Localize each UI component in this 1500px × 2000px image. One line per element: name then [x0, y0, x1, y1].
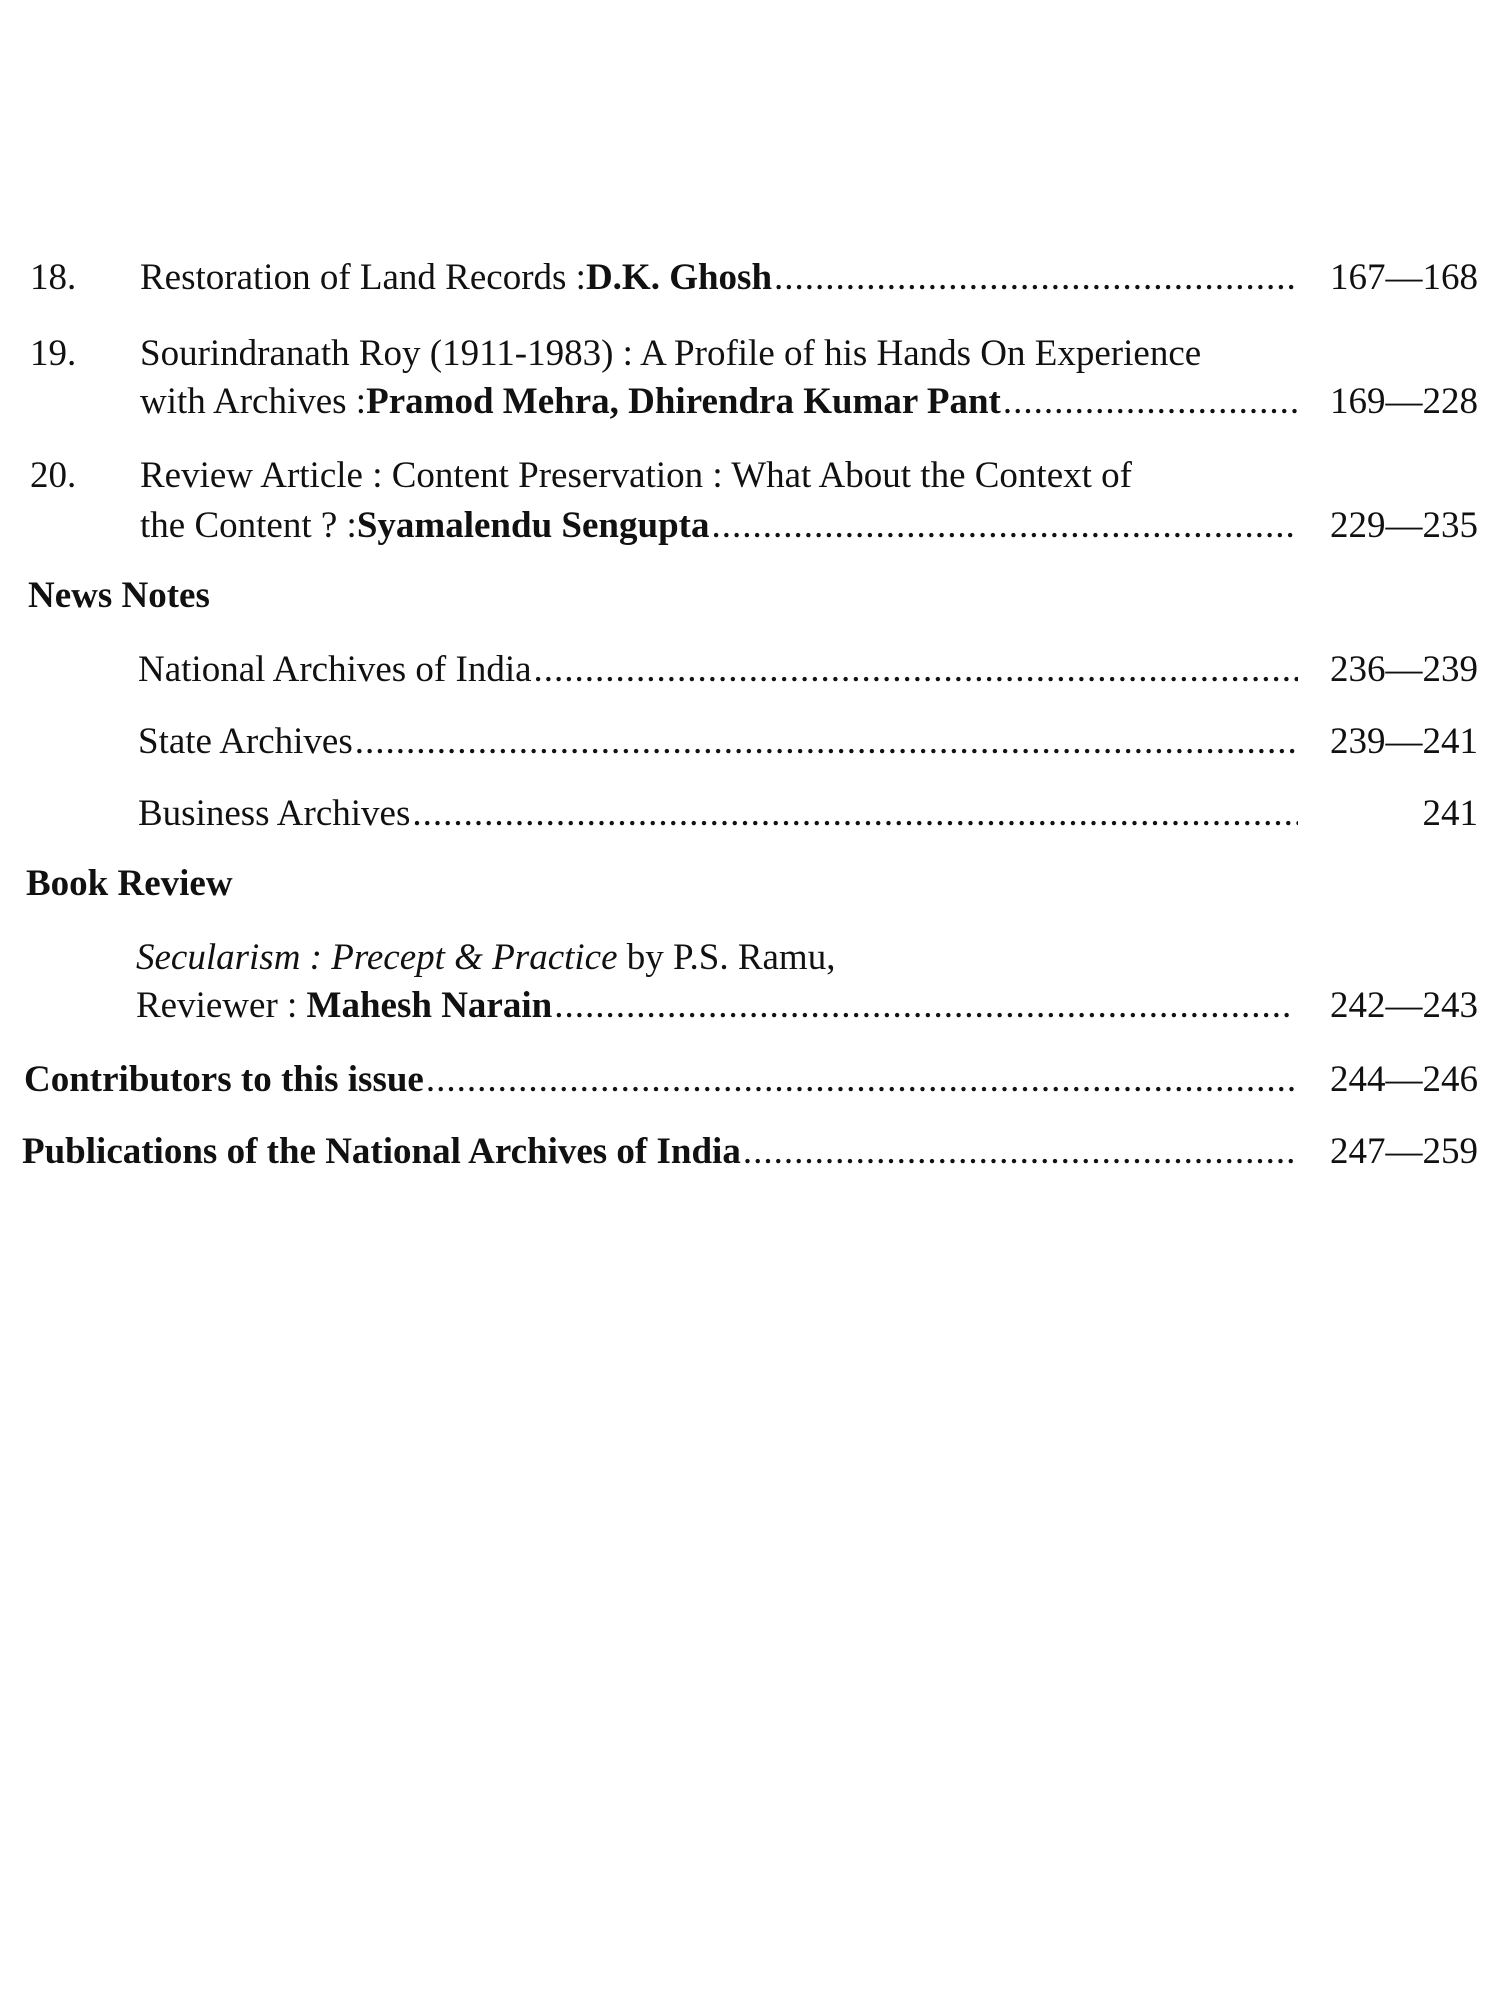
entry-number: 19. [30, 333, 77, 374]
entry-author: Syamalendu Sengupta [356, 505, 710, 546]
dot-leader [711, 504, 1298, 548]
item-pages: 236—239 [1330, 649, 1478, 690]
entry-author: Pramod Mehra, Dhirendra Kumar Pant [366, 381, 1001, 422]
entry-pages: 167—168 [1330, 257, 1478, 298]
book-review-line1 [136, 936, 1300, 980]
entry-title: Restoration of Land Records : [140, 257, 586, 298]
book-review-line2 [136, 984, 1296, 1028]
dot-leader [743, 1130, 1294, 1174]
entry-title: Review Article : Content Preservation : What About the Context of [140, 455, 1132, 496]
book-author: by P.S. Ramu, [617, 937, 836, 978]
entry-title-continued: the Content ? : [140, 505, 357, 546]
contributors-entry [24, 1058, 1296, 1102]
entry-number: 18. [30, 257, 77, 298]
contributors-title: Contributors to this issue [24, 1059, 424, 1100]
dot-leader [774, 256, 1298, 300]
entry-pages: 229—235 [1330, 505, 1478, 546]
entry-author: D.K. Ghosh [585, 257, 773, 298]
publications-title: Publications of the National Archives of India [22, 1131, 741, 1172]
book-review-pages: 242—243 [1330, 985, 1478, 1026]
contributors-pages: 244—246 [1330, 1059, 1478, 1100]
reviewer-name: Mahesh Narain [306, 985, 553, 1026]
toc-entry-19-line1 [140, 332, 1300, 376]
dot-leader [1003, 380, 1298, 424]
item-pages: 239—241 [1330, 721, 1478, 762]
news-notes-item [138, 648, 1300, 692]
entry-pages: 169—228 [1330, 381, 1478, 422]
entry-number: 20. [30, 455, 77, 496]
toc-entry-18 [140, 256, 1300, 300]
toc-entry-19-line2 [140, 380, 1300, 424]
book-title: Secularism : Precept & Practice [136, 937, 618, 978]
item-title: National Archives of India [138, 649, 532, 690]
dot-leader [554, 984, 1294, 1028]
section-heading-news-notes: News Notes [28, 575, 210, 616]
reviewer-label: Reviewer : [136, 985, 307, 1026]
dot-leader [355, 720, 1298, 764]
dot-leader [412, 792, 1298, 836]
dot-leader [534, 648, 1298, 692]
item-pages: 241 [1422, 793, 1478, 834]
section-heading-book-review: Book Review [26, 863, 233, 904]
news-notes-item [138, 720, 1300, 764]
entry-title: Sourindranath Roy (1911-1983) : A Profile of his Hands On Experience [140, 333, 1202, 374]
news-notes-item [138, 792, 1300, 836]
item-title: State Archives [138, 721, 353, 762]
item-title: Business Archives [138, 793, 411, 834]
entry-title-continued: with Archives : [140, 381, 367, 422]
publications-entry [22, 1130, 1296, 1174]
toc-entry-20-line2 [140, 504, 1300, 548]
publications-pages: 247—259 [1330, 1131, 1478, 1172]
dot-leader [426, 1058, 1294, 1102]
toc-entry-20-line1 [140, 454, 1300, 498]
